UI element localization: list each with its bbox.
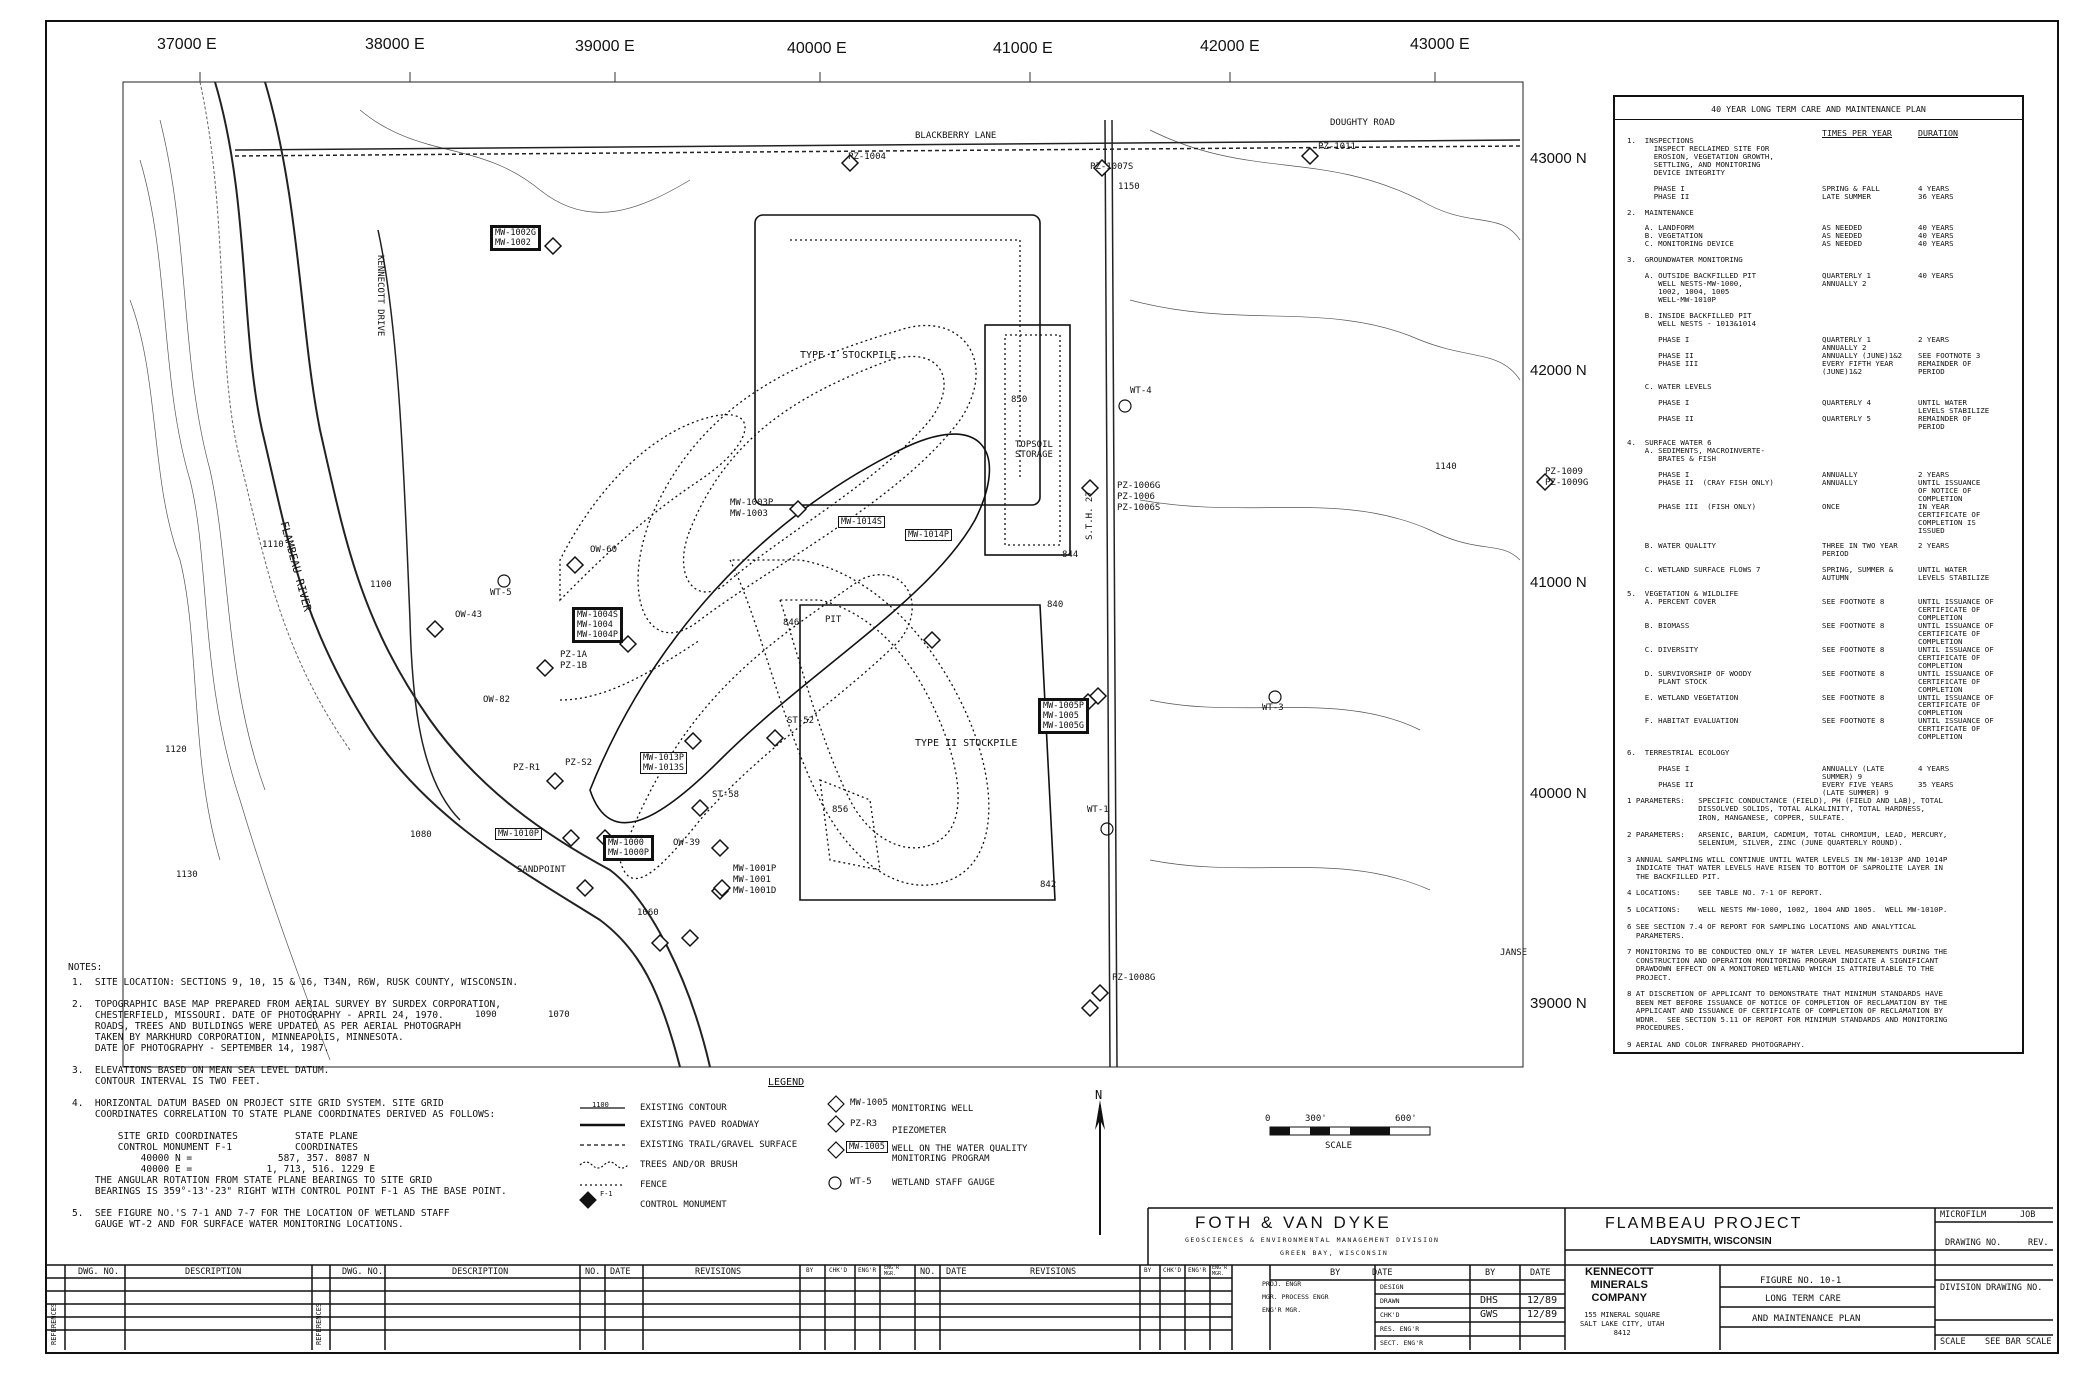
legend-mw-label: MONITORING WELL [892,1104,974,1114]
well-label: MW-1003P MW-1003 [730,498,774,519]
road-label: BLACKBERRY LANE [915,131,997,141]
easting-label: 42000 E [1200,38,1260,55]
plan-duration: CERTIFICATE OF [1918,652,1981,662]
north-label: N [1095,1088,1103,1102]
plan-item: SETTLING, AND MONITORING [1627,159,1761,169]
plan-col-times: TIMES PER YEAR [1822,128,1892,138]
plan-duration: 40 YEARS [1918,223,1954,233]
well-markers [427,148,1553,1016]
rev-label: REV. [2028,1238,2049,1248]
contour-label: 1110 [262,540,284,550]
plan-duration: SEE FOOTNOTE 3 [1918,350,1981,360]
easting-label: 41000 E [993,40,1053,57]
observation-well-label: OW-39 [673,838,701,848]
job-label: JOB [2020,1210,2036,1220]
piezometer-label: PZ-R1 [513,763,541,773]
easting-label: 37000 E [157,36,217,53]
date-header: DATE [1372,1268,1393,1278]
contour-label: 1140 [1435,462,1457,472]
legend-pz-sym: PZ-R3 [850,1119,878,1129]
plan-duration: COMPLETION [1918,732,1963,742]
plan-item: A. LANDFORM [1627,223,1694,233]
drawn-date: 12/89 [1527,1295,1558,1306]
well-box-label: MW-1000 MW-1000P [603,835,654,861]
piezometer-label: PZ-1008G [1112,973,1156,983]
piezometer-label: PZ-1009 PZ-1009G [1545,467,1589,488]
plan-times: AUTUMN [1822,573,1849,583]
plan-item: PHASE III [1627,358,1699,368]
plan-times: SPRING & FALL [1822,183,1880,193]
road-label: S.T.H. 27 [1085,491,1095,540]
plan-duration: CERTIFICATE OF [1918,509,1981,519]
legend-wq-sym: MW-1005 [846,1141,888,1153]
plan-duration: UNTIL ISSUANCE OF [1918,716,1994,726]
plan-duration: 35 YEARS [1918,779,1954,789]
plan-times: SEE FOOTNOTE 8 [1822,692,1885,702]
gauge-label: WT-4 [1130,386,1152,396]
plan-duration: UNTIL ISSUANCE OF [1918,620,1994,630]
piezometer-label: PZ-1004 [848,152,886,162]
drawing-no-label: DRAWING NO. [1945,1238,2002,1248]
well-box-label: MW-1014P [905,529,952,541]
role-label: SECT. ENG'R [1380,1339,1424,1347]
observation-well-label: OW-43 [455,610,483,620]
legend-f1: F-1 [600,1190,613,1198]
scale-field-label: SCALE [1940,1337,1966,1347]
plan-footnotes: 1 PARAMETERS: SPECIFIC CONDUCTANCE (FIELD), PH (FIELD AND LAB), TOTAL DISSOLVED SOLIDS, TOTAL ALKALINITY, TOTAL HARDNESS, IRON, MANGANESE, COPPER, SULFATE. 2 PARAMETERS: ARSENIC, BARIUM, CADMIUM, TOTAL CHROMIUM, LEAD, MERCURY, SELENIUM, SILVER, ZINC (JUNE QUARTERLY ROUND). 3 ANNUAL SAMPLING WILL CONTINUE UNTIL WATER LEVELS IN MW-1013P AND 1014P INDICATE THAT WATER LEVELS HAVE RISEN TO BOTTOM OF SAPROLITE LAYER IN THE BACKFILLED PIT. 4 LOCATIONS: SEE TABLE NO. 7-1 OF REPORT. 5 LOCATIONS: WELL NESTS MW-1000, 1002, 1004 AND 1005. WELL MW-1010P. 6 SEE SECTION 7.4 OF REPORT FOR SAMPLING LOCATIONS AND ANALYTICAL PARAMETERS. 7 MONITORING TO BE CONDUCTED ONLY IF WATER LEVEL MEASUREMENTS DURING THE CONSTRUCTION AND OPERATION MONITORING PROGRAM INDICATE A SIGNIFICANT DRAWDOWN EFFECT ON A MONITORED WETLAND WHICH IS ATTRIBUTABLE TO THE PROJECT. 8 AT DISCRETION OF APPLICANT TO DEMONSTRATE THAT MINIMUM STANDARDS HAVE BEEN MET BEFORE ISSUANCE OF NOTICE OF COMPLETION OF RECLAMATION BY THE APPLICANT AND ISSUANCE OF CERTIFICATE OF COMPLETION OF RECLAMATION BY WDNR. SEE SECTION 5.11 OF REPORT FOR MINIMUM STANDARDS AND MONITORING PROCEDURES. 9 AERIAL AND COLOR INFRARED PHOTOGRAPHY. [1627,796,1948,1049]
plan-item: C. WETLAND SURFACE FLOWS 7 [1627,565,1761,575]
piezometer-label: PZ-1006G PZ-1006 PZ-1006S [1117,481,1161,513]
legend-item: TREES AND/OR BRUSH [640,1160,738,1170]
plan-duration: 2 YEARS [1918,469,1950,479]
legend-wt-label: WETLAND STAFF GAUGE [892,1178,995,1188]
project-title: FLAMBEAU PROJECT [1605,1215,1803,1232]
well-label: MW-1001P MW-1001 MW-1001D [733,864,777,896]
well-box-label: MW-1010P [495,828,542,840]
plan-item: B. BIOMASS [1627,620,1690,630]
plan-duration: COMPLETION [1918,636,1963,646]
plan-item: 1002, 1004, 1005 [1627,287,1730,297]
plan-duration: PERIOD [1918,422,1945,432]
well-box-label: MW-1013P MW-1013S [640,752,687,774]
plan-duration: 36 YEARS [1918,191,1954,201]
piezometer-label: PZ-1011 [1318,142,1356,152]
engr-mgr-header: ENG'R MGR. [884,1265,900,1277]
plan-item: B. VEGETATION [1627,231,1703,241]
river-label: FLAMBEAU RIVER [277,520,314,613]
plan-times: SEE FOOTNOTE 8 [1822,716,1885,726]
plan-duration: UNTIL ISSUANCE OF [1918,597,1994,607]
easting-label: 43000 E [1410,36,1470,53]
plan-duration: COMPLETION [1918,660,1963,670]
plan-times: QUARTERLY 4 [1822,398,1871,408]
plan-times: AS NEEDED [1822,223,1863,233]
plan-item: PHASE I [1627,764,1690,774]
road-label: JANSE [1500,948,1528,958]
contour-label: 844 [1062,550,1079,560]
plan-item: C. MONITORING DEVICE [1627,239,1734,249]
plan-item: A. OUTSIDE BACKFILLED PIT [1627,271,1757,281]
plan-item: BRATES & FISH [1627,454,1716,463]
figure-title-2: AND MAINTENANCE PLAN [1752,1314,1861,1324]
plan-duration: UNTIL WATER [1918,398,1967,408]
plan-times: PERIOD [1822,549,1849,559]
plan-item: DEVICE INTEGRITY [1627,167,1725,177]
plan-item: WELL NESTS - 1013&1014 [1627,318,1757,328]
plan-duration: COMPLETION [1918,684,1963,694]
northing-label: 41000 N [1530,574,1587,591]
references-label: REFERENCES [50,1302,58,1345]
plan-duration: ISSUED [1918,525,1945,535]
plan-item: E. WETLAND VEGETATION [1627,692,1739,702]
plan-duration: UNTIL ISSUANCE OF [1918,692,1994,702]
by-header: BY [806,1267,814,1274]
firm-city: GREEN BAY, WISCONSIN [1280,1249,1389,1257]
dwg-no-header: DWG. NO. [78,1267,119,1277]
plan-duration: 2 YEARS [1918,334,1950,344]
references-label: REFERENCES [315,1302,323,1345]
piezometer-label: PZ-S2 [565,758,593,768]
legend-wt-sym: WT-5 [850,1177,872,1187]
contour-label: 842 [1040,880,1057,890]
contour-label: 846 [783,618,800,628]
plan-duration: 4 YEARS [1918,764,1950,774]
plan-item: PHASE I [1627,183,1685,193]
northing-label: 40000 N [1530,785,1587,802]
well-box-label: MW-1002G MW-1002 [490,225,541,251]
chkd-header: CHK'D [1163,1267,1182,1274]
plan-duration: 2 YEARS [1918,541,1950,551]
checked-date: 12/89 [1527,1309,1558,1320]
plan-times: THREE IN TWO YEAR [1822,541,1898,551]
plan-times: SEE FOOTNOTE 8 [1822,668,1885,678]
revisions-header: REVISIONS [695,1267,742,1277]
plan-item: PHASE I [1627,334,1690,344]
plan-duration: CERTIFICATE OF [1918,724,1981,734]
plan-times: EVERY FIVE YEARS [1822,779,1894,789]
plan-times: SEE FOOTNOTE 8 [1822,597,1885,607]
client-name: KENNECOTT MINERALS COMPANY [1585,1266,1654,1304]
approval-label: ENG'R MGR. [1262,1306,1302,1314]
plan-item: WELL NESTS-MW-1000, [1627,279,1743,289]
revisions-header: REVISIONS [1030,1267,1077,1277]
description-header: DESCRIPTION [185,1267,242,1277]
plan-duration: CERTIFICATE OF [1918,676,1981,686]
by-header: BY [1330,1268,1341,1278]
contour-label: 1060 [637,908,659,918]
plan-duration: UNTIL ISSUANCE OF [1918,668,1994,678]
plan-duration: CERTIFICATE OF [1918,605,1981,615]
contour-label: 850 [1011,395,1028,405]
legend-item: FENCE [640,1180,668,1190]
scale-bar [1270,1127,1430,1135]
microfilm-label: MICROFILM [1940,1210,1987,1220]
plan-duration: LEVELS STABILIZE [1918,406,1990,416]
plan-duration: REMAINDER OF [1918,358,1972,368]
chkd-header: CHK'D [829,1267,848,1274]
plan-times: ANNUALLY (LATE [1822,764,1885,774]
plan-item: WELL-MW-1010P [1627,295,1716,304]
plan-duration: COMPLETION [1918,708,1963,718]
plan-times: QUARTERLY 1 [1822,271,1871,281]
dwg-no-header: DWG. NO. [342,1267,383,1277]
pit-label: PIT [825,615,842,625]
firm-division: GEOSCIENCES & ENVIRONMENTAL MANAGEMENT DIVISION [1185,1236,1440,1244]
role-label: CHK'D [1380,1311,1400,1319]
no-header: NO. [920,1267,936,1277]
contour-label: 1080 [410,830,432,840]
figure-number: FIGURE NO. 10-1 [1760,1276,1842,1286]
legend-item: EXISTING PAVED ROADWAY [640,1120,760,1130]
contour-label: 1120 [165,745,187,755]
plan-duration: 40 YEARS [1918,271,1954,281]
plan-times: LATE SUMMER [1822,191,1871,201]
plan-item: PHASE II [1627,191,1690,201]
scale-field-value: SEE BAR SCALE [1985,1337,2052,1347]
plan-duration: UNTIL ISSUANCE [1918,477,1981,487]
plan-col-duration: DURATION [1918,128,1958,138]
gauge-label: WT-3 [1262,703,1284,713]
easting-label: 38000 E [365,36,425,53]
by-header: BY [1144,1267,1152,1274]
north-arrow [1095,1100,1105,1235]
maintenance-plan-table [1613,95,2024,1054]
plan-title: 40 YEAR LONG TERM CARE AND MAINTENANCE PLAN [1711,104,1926,114]
date-header: DATE [946,1267,967,1277]
piezometer-label: PZ-1007S [1090,162,1134,172]
plan-item: PHASE II [1627,779,1694,789]
plan-item: PHASE II [1627,414,1694,424]
division-drawing-label: DIVISION DRAWING NO. [1940,1283,2043,1293]
no-header: NO. [585,1267,601,1277]
plan-times: SPRING, SUMMER & [1822,565,1894,575]
plan-item: 4. SURFACE WATER 6 [1627,438,1712,448]
legend-wq-label: WELL ON THE WATER QUALITY MONITORING PROGRAM [892,1144,1028,1164]
figure-title-1: LONG TERM CARE [1765,1294,1841,1304]
plan-item: C. DIVERSITY [1627,644,1699,654]
northing-label: 39000 N [1530,995,1587,1012]
engr-header: ENG'R [1188,1267,1207,1274]
approval-label: PROJ. ENGR [1262,1280,1302,1288]
plan-times: ANNUALLY [1822,477,1858,487]
plan-item: B. INSIDE BACKFILLED PIT [1627,310,1752,320]
plan-times: AS NEEDED [1822,231,1863,241]
stockpile-label: TYPE II STOCKPILE [915,738,1018,749]
legend-contour-symbol: 1100 [592,1101,609,1109]
plan-item: EROSION, VEGETATION GROWTH, [1627,151,1774,161]
place-label: SANDPOINT [517,865,566,875]
plan-times: ANNUALLY 2 [1822,279,1867,289]
contour-label: 1090 [475,1010,497,1020]
plan-item: 1. INSPECTIONS [1627,136,1694,145]
plan-item: 5. VEGETATION & WILDLIFE [1627,589,1739,599]
plan-item: 3. GROUNDWATER MONITORING [1627,255,1743,265]
engr-header: ENG'R [858,1267,877,1274]
plan-item: PHASE I [1627,469,1690,479]
date-header: DATE [610,1267,631,1277]
contour-label: 856 [832,805,849,815]
plan-item: A. PERCENT COVER [1627,597,1716,607]
drawn-by: DHS [1480,1295,1499,1306]
plan-duration: LEVELS STABILIZE [1918,573,1990,583]
well-box-label: MW-1004S MW-1004 MW-1004P [572,607,623,643]
legend-item: EXISTING TRAIL/GRAVEL SURFACE [640,1140,798,1150]
plan-times: SEE FOOTNOTE 8 [1822,644,1885,654]
legend-item: CONTROL MONUMENT [640,1200,727,1210]
contour-label: 1150 [1118,182,1140,192]
plan-duration: UNTIL WATER [1918,565,1967,575]
plan-times: ONCE [1822,501,1840,511]
contour-label: 1130 [176,870,198,880]
plan-item: PHASE III (FISH ONLY) [1627,501,1757,511]
plan-duration: CERTIFICATE OF [1918,628,1981,638]
scale-tick: 300' [1305,1114,1327,1124]
observation-well-label: OW-60 [590,545,618,555]
date-header: DATE [1530,1268,1551,1278]
plan-item: PHASE I [1627,398,1690,408]
legend-mw-sym: MW-1005 [850,1098,888,1108]
plan-duration: COMPLETION [1918,613,1963,622]
plan-times: (JUNE)1&2 [1822,366,1863,376]
plan-times: AS NEEDED [1822,239,1863,249]
plan-times: ANNUALLY 2 [1822,342,1867,352]
plan-duration: 4 YEARS [1918,183,1950,193]
well-box-label: MW-1005P MW-1005 MW-1005G [1038,698,1089,734]
role-label: DRAWN [1380,1297,1400,1305]
easting-label: 40000 E [787,40,847,57]
plan-times: SEE FOOTNOTE 8 [1822,620,1885,630]
legend-title: LEGEND [768,1077,805,1088]
contour-label: 840 [1047,600,1064,610]
legend-pz-label: PIEZOMETER [892,1126,947,1136]
plan-times: SUMMER) 9 [1822,772,1863,781]
plan-duration: IN YEAR [1918,501,1950,511]
stockpile-label: TOPSOIL STORAGE [1015,440,1053,460]
scale-tick: 600' [1395,1114,1417,1124]
plan-duration: OF NOTICE OF [1918,485,1972,495]
notes-title: NOTES: [68,962,103,973]
plan-item: PLANT STOCK [1627,676,1708,686]
notes-body: 1. SITE LOCATION: SECTIONS 9, 10, 15 & 16, T34N, R6W, RUSK COUNTY, WISCONSIN. 2. TOPOGRAPHIC BASE MAP PREPARED FROM AERIAL SURVEY BY SURDEX CORPORATION, CHESTERFIELD, MISSOURI. DATE OF PHOTOGRAPHY - APRIL 24, 1970. ROADS, TREES AND BUILDINGS WERE UPDATED AS PER AERIAL PHOTOGRAPH TAKEN BY MARKHURD CORPORATION, MINNEAPOLIS, MINNESOTA. DATE OF PHOTOGRAPHY - SEPTEMBER 14, 1987. 3. ELEVATIONS BASED ON MEAN SEA LEVEL DATUM. CONTOUR INTERVAL IS TWO FEET. 4. HORIZONTAL DATUM BASED ON PROJECT SITE GRID SYSTEM. SITE GRID COORDINATES CORRELATION TO STATE PLANE COORDINATES DERIVED AS FOLLOWS: SITE GRID COORDINATES STATE PLANE CONTROL MONUMENT F-1 COORDINATES 40000 N = 587, 357. 8087 N 40000 E = 1, 713, 516. 1229 E THE ANGULAR ROTATION FROM STATE PLANE BEARINGS TO SITE GRID BEARINGS IS 359°-13'-23" RIGHT WITH CONTROL POINT F-1 AS THE BASE POINT. 5. SEE FIGURE NO.'S 7-1 AND 7-7 FOR THE LOCATION OF WETLAND STAFF GAUGE WT-2 AND FOR SURFACE WATER MONITORING LOCATIONS. [72,977,519,1230]
scale-tick: 0 [1265,1114,1271,1124]
piezometer-label: PZ-1A PZ-1B [560,650,588,671]
contour-label: 1100 [370,580,392,590]
plan-times: (LATE SUMMER) 9 [1822,787,1889,797]
approval-label: MGR. PROCESS ENGR [1262,1293,1329,1301]
plan-item: 2. MAINTENANCE [1627,207,1694,217]
road-label: KENNECOTT DRIVE [375,255,385,337]
plan-duration: COMPLETION [1918,493,1963,503]
gauge-label: WT-5 [490,588,512,598]
plan-duration: REMAINDER OF [1918,414,1972,424]
plan-duration: 40 YEARS [1918,231,1954,241]
client-address: 155 MINERAL SQUARE SALT LAKE CITY, UTAH 8412 [1580,1311,1665,1337]
plan-duration: COMPLETION IS [1918,517,1976,527]
plan-duration: UNTIL ISSUANCE OF [1918,644,1994,654]
northing-label: 42000 N [1530,362,1587,379]
project-location: LADYSMITH, WISCONSIN [1650,1236,1772,1247]
stockpile-label: TYPE I STOCKPILE [800,350,897,361]
plan-item: INSPECT RECLAIMED SITE FOR [1627,143,1770,153]
plan-item: PHASE II [1627,350,1694,360]
plan-times: EVERY FIFTH YEAR [1822,358,1894,368]
legend-item: EXISTING CONTOUR [640,1103,727,1113]
role-label: RES. ENG'R [1380,1325,1420,1333]
description-header: DESCRIPTION [452,1267,509,1277]
plan-times: QUARTERLY 1 [1822,334,1871,344]
scale-label: SCALE [1325,1141,1353,1151]
plan-item: B. WATER QUALITY [1627,541,1716,551]
plan-times: ANNUALLY (JUNE)1&2 [1822,350,1903,360]
firm-name: FOTH & VAN DYKE [1195,1213,1392,1232]
northing-label: 43000 N [1530,150,1587,167]
well-box-label: MW-1014S [838,516,885,528]
role-label: DESIGN [1380,1283,1404,1291]
engr-mgr-header: ENG'R MGR. [1212,1265,1228,1277]
plan-duration: 40 YEARS [1918,239,1954,249]
plan-duration: CERTIFICATE OF [1918,700,1981,710]
gauge-label: WT-1 [1087,805,1109,815]
easting-label: 39000 E [575,38,635,55]
plan-item: A. SEDIMENTS, MACROINVERTE- [1627,446,1765,456]
plan-item: PHASE II (CRAY FISH ONLY) [1627,477,1774,487]
plan-duration: PERIOD [1918,366,1945,376]
station-label: ST-58 [712,790,740,800]
by-header: BY [1485,1268,1496,1278]
observation-well-label: OW-82 [483,695,511,705]
plan-times: QUARTERLY 5 [1822,414,1871,424]
plan-item: F. HABITAT EVALUATION [1627,716,1739,726]
contour-label: 1070 [548,1010,570,1020]
plan-item: D. SURVIVORSHIP OF WOODY [1627,668,1752,678]
plan-times: ANNUALLY [1822,469,1858,479]
station-label: ST-52 [787,716,815,726]
plan-item: C. WATER LEVELS [1627,382,1712,392]
plan-item: 6. TERRESTRIAL ECOLOGY [1627,748,1730,758]
road-label: DOUGHTY ROAD [1330,118,1396,128]
checked-by: GWS [1480,1309,1499,1320]
